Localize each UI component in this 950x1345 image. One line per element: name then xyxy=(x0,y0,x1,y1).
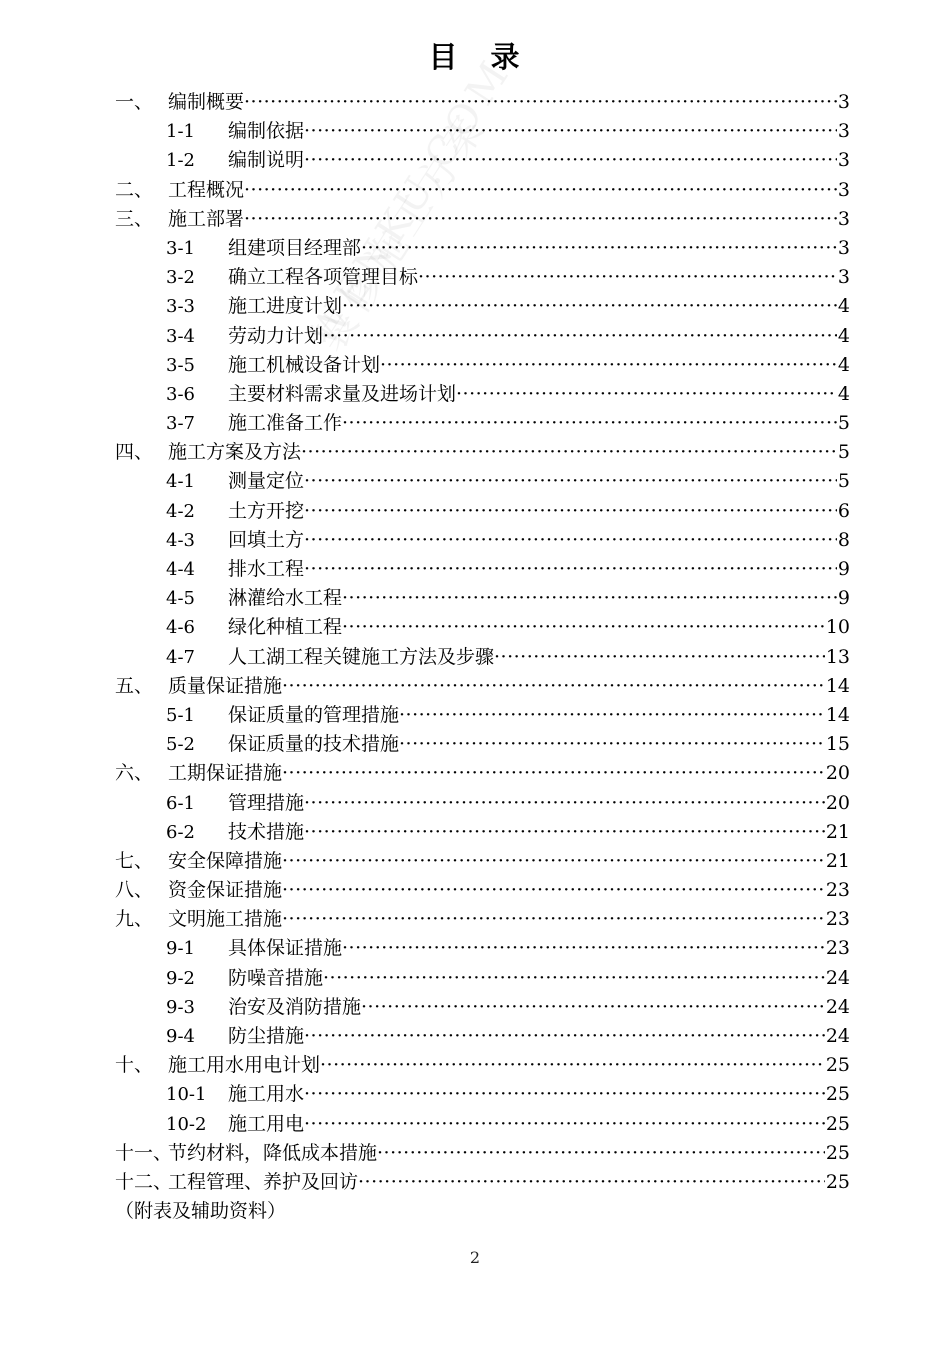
toc-entry[interactable] xyxy=(0,497,950,526)
toc-entry-page: 20 xyxy=(825,791,850,814)
toc-entry-page: 3 xyxy=(837,207,850,230)
toc-entry[interactable] xyxy=(0,672,950,701)
toc-entry-page: 25 xyxy=(825,1141,850,1164)
toc-entry[interactable] xyxy=(0,789,950,818)
toc-entry[interactable] xyxy=(0,584,950,613)
toc-entry-title: 具体保证措施 xyxy=(228,937,343,960)
toc-dot-leader xyxy=(282,876,825,905)
toc-entry[interactable] xyxy=(0,759,950,788)
toc-entry-number: 9-2 xyxy=(166,967,195,989)
toc-entry[interactable] xyxy=(0,117,950,146)
toc-entry-title: 防尘措施 xyxy=(228,1025,305,1047)
toc-entry-title: 人工湖工程关键施工方法及步骤 xyxy=(228,645,495,668)
toc-dot-leader xyxy=(304,818,825,847)
toc-entry[interactable] xyxy=(0,1022,950,1051)
toc-entry-page: 24 xyxy=(825,1025,850,1047)
toc-entry-number: 六、 xyxy=(115,762,154,785)
toc-dot-leader xyxy=(323,322,837,351)
toc-entry[interactable] xyxy=(0,555,950,584)
toc-dot-leader xyxy=(282,847,825,876)
toc-entry-title: 安全保障措施 xyxy=(168,849,283,872)
toc-entry-title: 施工用水用电计划 xyxy=(168,1054,321,1077)
toc-entry[interactable] xyxy=(0,526,950,555)
toc-entry-number: 5-2 xyxy=(166,734,195,756)
toc-entry-number: 四、 xyxy=(115,441,154,464)
toc-entry[interactable] xyxy=(0,1110,950,1139)
toc-entry-page: 8 xyxy=(837,528,850,551)
toc-entry-title: 工程管理、养护及回访 xyxy=(168,1170,359,1193)
toc-entry-title: 技术措施 xyxy=(228,820,305,843)
toc-entry-title: 确立工程各项管理目标 xyxy=(228,266,419,289)
toc-dot-leader xyxy=(304,526,837,555)
toc-entry-page: 25 xyxy=(825,1083,850,1106)
toc-entry[interactable] xyxy=(0,643,950,672)
toc-entry-number: 九、 xyxy=(115,908,154,931)
toc-dot-leader xyxy=(304,555,837,584)
toc-entry-number: 十二、 xyxy=(115,1170,173,1193)
toc-entry[interactable] xyxy=(0,322,950,351)
page-number: 2 xyxy=(469,1248,481,1267)
toc-entry-number: 9-1 xyxy=(166,938,195,960)
toc-entry-title: 保证质量的管理措施 xyxy=(228,703,400,726)
toc-entry-title: 节约材料，降低成本措施 xyxy=(168,1141,378,1164)
toc-entry-title: 施工用水 xyxy=(228,1083,305,1106)
toc-entry-page: 21 xyxy=(825,820,850,843)
toc-entry[interactable] xyxy=(0,905,950,934)
toc-entry-page: 20 xyxy=(825,762,850,785)
toc-dot-leader xyxy=(304,467,837,496)
toc-entry-page: 3 xyxy=(837,120,850,143)
toc-entry-page: 23 xyxy=(825,879,850,902)
toc-dot-leader xyxy=(456,380,837,409)
toc-entry[interactable] xyxy=(0,438,950,467)
toc-dot-leader xyxy=(342,613,825,642)
toc-dot-leader xyxy=(342,409,837,438)
toc-entry-number: 十一、 xyxy=(115,1141,173,1164)
toc-entry[interactable] xyxy=(0,292,950,321)
toc-dot-leader xyxy=(244,176,837,205)
toc-entry-title: 测量定位 xyxy=(228,470,305,493)
toc-entry-title: 施工准备工作 xyxy=(228,412,343,435)
toc-entry-title: 回填土方 xyxy=(228,528,305,551)
toc-entry-number: 4-2 xyxy=(166,500,195,522)
toc-entry-page: 5 xyxy=(837,470,850,493)
toc-entry[interactable] xyxy=(0,380,950,409)
toc-entry-page: 24 xyxy=(825,995,850,1018)
toc-entry-title: 治安及消防措施 xyxy=(228,995,362,1018)
toc-dot-leader xyxy=(358,1168,825,1197)
toc-entry-title: 绿化种植工程 xyxy=(228,616,343,639)
toc-dot-leader xyxy=(342,934,825,963)
toc-entry-page: 3 xyxy=(837,91,850,113)
toc-entry-title: 编制概要 xyxy=(168,91,245,113)
toc-entry-title: 施工进度计划 xyxy=(228,295,343,318)
toc-entry-number: 5-1 xyxy=(166,704,195,726)
toc-dot-leader xyxy=(323,964,825,993)
toc-entry[interactable] xyxy=(0,234,950,263)
toc-entry-number: 4-5 xyxy=(166,588,195,610)
toc-entry-title: 施工方案及方法 xyxy=(168,441,302,464)
toc-entry-number: 4-1 xyxy=(166,471,195,493)
toc-dot-leader xyxy=(282,759,825,788)
toc-entry-number: 八、 xyxy=(115,879,154,902)
toc-dot-leader xyxy=(244,205,837,234)
toc-entry[interactable] xyxy=(0,613,950,642)
toc-entry-page: 25 xyxy=(825,1054,850,1077)
toc-entry-page: 3 xyxy=(837,149,850,172)
toc-entry-title: 管理措施 xyxy=(228,791,305,814)
toc-entry[interactable] xyxy=(0,1139,950,1168)
toc-entry-page: 14 xyxy=(825,674,850,697)
toc-entry-title: 防噪音措施 xyxy=(228,966,324,989)
toc-dot-leader xyxy=(361,234,837,263)
toc-dot-leader xyxy=(380,351,837,380)
toc-entry[interactable] xyxy=(0,1080,950,1109)
toc-entry[interactable] xyxy=(0,176,950,205)
toc-entry-page: 4 xyxy=(837,295,850,318)
toc-entry[interactable] xyxy=(0,847,950,876)
toc-entry-number: 3-6 xyxy=(166,383,195,405)
toc-entry-number: 10-1 xyxy=(166,1084,207,1106)
toc-entry-page: 24 xyxy=(825,966,850,989)
toc-dot-leader xyxy=(304,789,825,818)
toc-entry[interactable] xyxy=(0,701,950,730)
toc-entry-number: 3-1 xyxy=(166,237,195,259)
toc-entry-page: 25 xyxy=(825,1170,850,1193)
toc-entry-number: 三、 xyxy=(115,207,154,230)
toc-entry[interactable] xyxy=(0,934,950,963)
toc-entry-title: 编制依据 xyxy=(228,120,305,143)
toc-entry-number: 3-3 xyxy=(166,296,195,318)
toc-entry[interactable] xyxy=(0,263,950,292)
toc-entry-number: 4-4 xyxy=(166,559,195,580)
toc-entry-number: 10-2 xyxy=(166,1113,207,1135)
toc-entry-number: 9-3 xyxy=(166,996,195,1018)
toc-entry[interactable] xyxy=(0,1051,950,1080)
toc-entry-title: 文明施工措施 xyxy=(168,908,283,931)
toc-entry[interactable] xyxy=(0,818,950,847)
toc-entry-number: 十、 xyxy=(115,1054,154,1077)
toc-entry-number: 七、 xyxy=(115,849,154,872)
toc-entry-number: 4-6 xyxy=(166,617,195,639)
toc-entry-number: 4-7 xyxy=(166,646,195,668)
toc-dot-leader xyxy=(399,730,825,759)
toc-entry-page: 5 xyxy=(837,412,850,435)
toc-entry-page: 5 xyxy=(837,441,850,464)
toc-entry-number: 6-1 xyxy=(166,792,195,814)
toc-entry-number: 3-5 xyxy=(166,354,195,376)
toc-dot-leader xyxy=(244,88,837,117)
toc-dot-leader xyxy=(304,146,837,175)
toc-dot-leader xyxy=(282,672,825,701)
toc-entry-title: 施工用电 xyxy=(228,1112,305,1135)
page-title: 目 录 xyxy=(428,40,522,74)
toc-entry-page: 3 xyxy=(837,178,850,201)
toc-entry-title: 劳动力计划 xyxy=(228,324,324,347)
toc-entry-title: 工期保证措施 xyxy=(168,762,283,785)
toc-entry-page: 6 xyxy=(837,499,850,522)
toc-entry-title: 组建项目经理部 xyxy=(228,236,362,259)
toc-entry-number: 3-2 xyxy=(166,267,195,289)
toc-dot-leader xyxy=(304,1110,825,1139)
toc-entry-page: 4 xyxy=(837,324,850,347)
toc-entry-page: 3 xyxy=(837,236,850,259)
toc-trailing-note: （附表及辅助资料） xyxy=(115,1200,287,1223)
toc-entry[interactable] xyxy=(0,146,950,175)
toc-entry-page: 14 xyxy=(825,703,850,726)
toc-entry-number: 9-4 xyxy=(166,1026,195,1047)
toc-entry-title: 主要材料需求量及进场计划 xyxy=(228,382,457,405)
toc-entry[interactable] xyxy=(0,205,950,234)
toc-entry-number: 3-7 xyxy=(166,413,195,435)
toc-entry-title: 排水工程 xyxy=(228,558,305,580)
toc-entry-page: 10 xyxy=(825,616,850,639)
toc-entry[interactable] xyxy=(0,730,950,759)
toc-dot-leader xyxy=(494,643,825,672)
toc-entry-number: 一、 xyxy=(115,91,154,113)
table-of-contents xyxy=(0,88,950,1226)
toc-entry-title: 淋灌给水工程 xyxy=(228,587,343,610)
toc-entry-page: 23 xyxy=(825,937,850,960)
toc-entry-title: 工程概况 xyxy=(168,178,245,201)
toc-entry-page: 13 xyxy=(825,645,850,668)
toc-entry[interactable] xyxy=(0,409,950,438)
toc-entry[interactable] xyxy=(0,993,950,1022)
toc-entry-page: 4 xyxy=(837,382,850,405)
toc-dot-leader xyxy=(399,701,825,730)
toc-entry[interactable] xyxy=(0,467,950,496)
toc-dot-leader xyxy=(301,438,837,467)
toc-entry-title: 资金保证措施 xyxy=(168,879,283,902)
toc-dot-leader xyxy=(304,1080,825,1109)
toc-entry-page: 21 xyxy=(825,849,850,872)
toc-dot-leader xyxy=(361,993,825,1022)
toc-entry-number: 3-4 xyxy=(166,325,195,347)
toc-entry-page: 23 xyxy=(825,908,850,931)
toc-entry-page: 25 xyxy=(825,1112,850,1135)
toc-dot-leader xyxy=(377,1139,825,1168)
toc-entry[interactable] xyxy=(0,1168,950,1197)
toc-entry-page: 15 xyxy=(825,733,850,756)
toc-dot-leader xyxy=(418,263,837,292)
toc-entry[interactable] xyxy=(0,964,950,993)
toc-dot-leader xyxy=(304,497,837,526)
toc-entry-number: 1-1 xyxy=(166,121,195,143)
toc-entry-page: 9 xyxy=(837,587,850,610)
toc-entry-page: 3 xyxy=(837,266,850,289)
toc-entry-title: 质量保证措施 xyxy=(168,674,283,697)
toc-dot-leader xyxy=(342,584,837,613)
toc-entry-number: 五、 xyxy=(115,674,154,697)
toc-entry-title: 编制说明 xyxy=(228,149,305,172)
toc-entry[interactable] xyxy=(0,351,950,380)
toc-entry-page: 4 xyxy=(837,353,850,376)
toc-entry-number: 4-3 xyxy=(166,529,195,551)
toc-entry[interactable] xyxy=(0,88,950,117)
toc-entry-number: 二、 xyxy=(115,178,154,201)
toc-entry-title: 土方开挖 xyxy=(228,499,305,522)
toc-dot-leader xyxy=(282,905,825,934)
toc-entry-title: 施工机械设备计划 xyxy=(228,353,381,376)
toc-entry[interactable] xyxy=(0,876,950,905)
toc-entry-number: 6-2 xyxy=(166,821,195,843)
toc-entry-number: 1-2 xyxy=(166,150,195,172)
toc-dot-leader xyxy=(304,117,837,146)
toc-dot-leader xyxy=(342,292,837,321)
toc-dot-leader xyxy=(320,1051,825,1080)
toc-entry-title: 施工部署 xyxy=(168,207,245,230)
toc-entry-page: 9 xyxy=(837,558,850,580)
toc-entry-title: 保证质量的技术措施 xyxy=(228,733,400,756)
toc-dot-leader xyxy=(304,1022,825,1051)
